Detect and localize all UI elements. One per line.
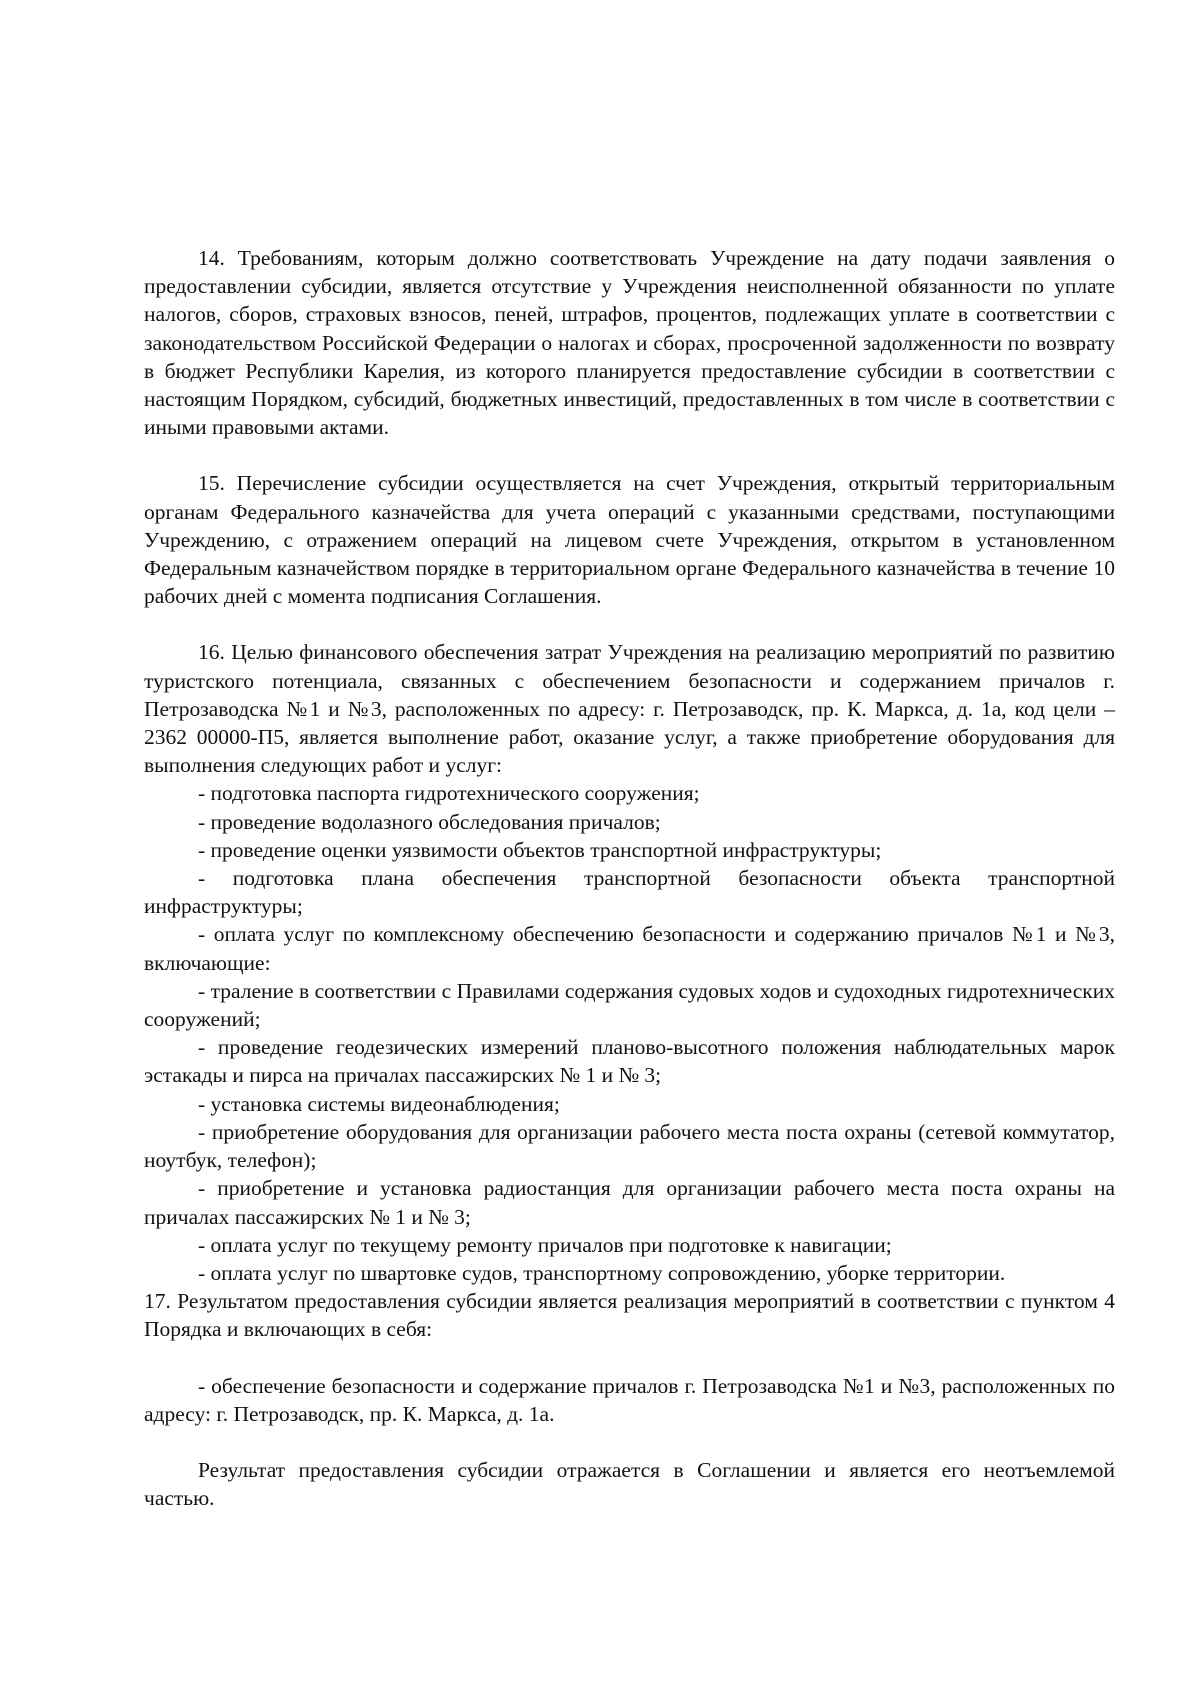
list-item: - установка системы видеонаблюдения; xyxy=(198,1091,560,1116)
list-item: - подготовка паспорта гидротехнического сооружения; xyxy=(198,781,700,806)
paragraph-16: 16. Целью финансового обеспечения затрат Учреждения на реализацию мероприятий по развитию туристского потенциала, связанных с обеспечением безопасности и содержанием причалов г. Петрозаводска №1 и №3, расположенных по адресу: г. Петрозаводск, пр. К. Маркса, д. 1а, код цели – 2362 00000-П5, является выполнение работ, оказание услуг, а также приобретение оборудования для выполнения следующих работ и услуг: xyxy=(144,640,1115,778)
list-item: - проведение водолазного обследования причалов; xyxy=(198,809,661,834)
paragraph-17: 17. Результатом предоставления субсидии является реализация мероприятий в соответствии с пунктом 4 Порядка и включающих в себя: xyxy=(144,1289,1115,1342)
list-item: - подготовка плана обеспечения транспортной безопасности объекта транспортной инфраструктуры; xyxy=(144,866,1115,919)
closing-paragraph: Результат предоставления субсидии отражается в Соглашении и является его неотъемлемой частью. xyxy=(144,1457,1115,1511)
list-item: - оплата услуг по текущему ремонту причалов при подготовке к навигации; xyxy=(198,1232,892,1257)
list-item: - приобретение оборудования для организации рабочего места поста охраны (сетевой коммутатор, ноутбук, телефон); xyxy=(144,1119,1115,1173)
list-item: - траление в соответствии с Правилами содержания судовых ходов и судоходных гидротехнических сооружений; xyxy=(144,978,1115,1032)
paragraph-15: 15. Перечисление субсидии осуществляется на счет Учреждения, открытый территориальным органам Федерального казначейства для учета операций с указанными средствами, поступающими Учреждению, с отражением операций на лицевом счете Учреждения, открытом в установленном Федеральным казначейством порядке в территориальном органе Федерального казначейства в течение 10 рабочих дней с момента подписания Соглашения. xyxy=(144,471,1115,609)
list-item: - проведение оценки уязвимости объектов транспортной инфраструктуры; xyxy=(198,837,882,862)
list-item: - оплата услуг по швартовке судов, транспортному сопровождению, уборке территории. xyxy=(198,1260,1006,1285)
list-item: - оплата услуг по комплексному обеспечению безопасности и содержанию причалов №1 и №3, включающие: xyxy=(144,922,1115,975)
list-item: - приобретение и установка радиостанция для организации рабочего места поста охраны на причалах пассажирских № 1 и № 3; xyxy=(144,1176,1115,1229)
list-item: - проведение геодезических измерений планово-высотного положения наблюдательных марок эстакады и пирса на причалах пассажирских № 1 и № 3; xyxy=(144,1035,1115,1088)
document-body xyxy=(144,244,1115,1512)
paragraph-14: 14. Требованиям, которым должно соответствовать Учреждение на дату подачи заявления о предоставлении субсидии, является отсутствие у Учреждения неисполненной обязанности по уплате налогов, сборов, страховых взносов, пеней, штрафов, процентов, подлежащих уплате в соответствии с законодательством Российской Федерации о налогах и сборах, просроченной задолженности по возврату в бюджет Республики Карелия, из которого планируется предоставление субсидии в соответствии с настоящим Порядком, субсидий, бюджетных инвестиций, предоставленных в том числе в соответствии с иными правовыми актами. xyxy=(144,246,1115,440)
paragraph-17-item: - обеспечение безопасности и содержание причалов г. Петрозаводска №1 и №3, расположенных по адресу: г. Петрозаводск, пр. К. Маркса, д. 1а. xyxy=(144,1373,1115,1426)
